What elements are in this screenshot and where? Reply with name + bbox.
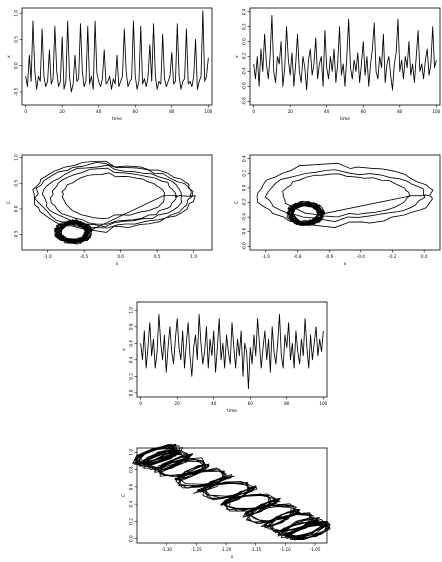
x-tick-label: 0 <box>24 109 27 114</box>
chart-p3 <box>6 154 212 267</box>
x-tick-label: 0 <box>139 401 142 406</box>
y-axis-label: x <box>235 55 240 58</box>
y-tick-label: 1.0 <box>128 448 134 456</box>
x-tick-label: 80 <box>284 401 290 406</box>
x-tick-label: -1.05 <box>309 547 321 552</box>
phase-trajectory <box>133 444 330 540</box>
x-axis-label: x <box>115 262 119 267</box>
y-tick-label: 0.4 <box>241 155 247 162</box>
x-tick-label: -1.20 <box>220 547 232 552</box>
y-tick-label: 0.8 <box>128 466 134 473</box>
phase-trajectory <box>33 161 196 244</box>
x-tick-label: 60 <box>247 401 253 406</box>
plot-frame <box>22 155 212 250</box>
series-line <box>254 15 437 90</box>
chart-p1 <box>7 8 213 122</box>
y-tick-label: 0.4 <box>241 8 247 16</box>
y-tick-label: 0.5 <box>13 179 19 187</box>
x-tick-label: -0.4 <box>356 254 365 259</box>
y-tick-label: 0.2 <box>128 518 134 525</box>
x-tick-label: 80 <box>169 109 175 114</box>
y-tick-label: 0.8 <box>128 323 134 331</box>
y-tick-label: 0.0 <box>13 62 19 70</box>
y-tick-label: 1.0 <box>13 9 19 17</box>
x-tick-label: 0.0 <box>420 254 428 259</box>
y-axis-label: x <box>7 55 12 58</box>
x-tick-label: 0 <box>252 109 255 114</box>
x-tick-label: -1.10 <box>280 547 291 552</box>
y-tick-label: 0.4 <box>128 500 134 508</box>
y-tick-label: -0.5 <box>13 230 19 239</box>
x-axis-label: time <box>227 409 237 414</box>
x-tick-label: -1.30 <box>161 547 173 552</box>
x-tick-label: -1.25 <box>190 547 202 552</box>
plot-frame <box>250 155 440 250</box>
y-tick-label: 1.0 <box>128 306 134 314</box>
x-tick-label: 40 <box>211 401 217 406</box>
x-tick-label: 20 <box>59 109 65 114</box>
y-tick-label: 0.5 <box>13 36 19 43</box>
y-tick-label: -0.5 <box>13 87 19 96</box>
x-tick-label: -1.15 <box>250 547 262 552</box>
y-tick-label: -0.4 <box>241 213 247 222</box>
x-tick-label: -0.2 <box>388 254 397 259</box>
y-tick-label: 0.2 <box>128 373 134 380</box>
x-tick-label: 40 <box>324 109 330 114</box>
series-line <box>141 314 324 388</box>
y-tick-label: 0.0 <box>241 38 247 45</box>
x-axis-label: x <box>230 555 234 560</box>
x-tick-label: 100 <box>204 109 213 114</box>
x-tick-label: 40 <box>96 109 102 114</box>
x-tick-label: 20 <box>174 401 180 406</box>
y-tick-label: 0.6 <box>128 483 134 491</box>
x-tick-label: 100 <box>432 109 441 114</box>
x-axis-label: x <box>343 262 347 267</box>
x-tick-label: 0.0 <box>117 254 124 259</box>
x-tick-label: 1.0 <box>190 254 198 259</box>
x-tick-label: 60 <box>360 109 366 114</box>
y-tick-label: -0.8 <box>241 97 247 106</box>
x-tick-label: 100 <box>319 401 328 406</box>
y-tick-label: -0.2 <box>241 52 247 61</box>
y-axis-label: x <box>122 348 127 351</box>
y-tick-label: -0.4 <box>241 67 247 76</box>
y-tick-label: 0.0 <box>241 184 247 192</box>
y-tick-label: 0.4 <box>128 356 134 364</box>
x-tick-label: -1.0 <box>43 254 52 259</box>
x-axis-label: time <box>112 117 122 122</box>
y-tick-label: 0.2 <box>241 169 247 177</box>
y-tick-label: 0.0 <box>13 205 19 213</box>
series-line <box>26 11 209 92</box>
x-tick-label: -0.6 <box>325 254 334 259</box>
chart-p6 <box>121 444 330 560</box>
y-tick-label: 1.0 <box>13 154 19 161</box>
y-tick-label: 0.0 <box>128 535 134 543</box>
x-axis-label: time <box>340 117 350 122</box>
plot-frame <box>250 8 440 105</box>
x-tick-label: 0.5 <box>153 254 161 259</box>
y-tick-label: -0.2 <box>241 198 247 207</box>
x-tick-label: -1.0 <box>261 254 270 259</box>
x-tick-label: -0.8 <box>293 254 302 259</box>
x-tick-label: 60 <box>132 109 138 114</box>
x-tick-label: -0.5 <box>80 254 89 259</box>
y-axis-label: C <box>235 200 240 205</box>
y-tick-label: 0.2 <box>241 23 247 30</box>
chart-p5 <box>122 302 328 414</box>
y-tick-label: -0.8 <box>241 242 247 251</box>
y-axis-label: C <box>122 493 127 498</box>
x-tick-label: 80 <box>397 109 403 114</box>
phase-trajectory <box>257 163 433 227</box>
x-tick-label: 20 <box>287 109 293 114</box>
y-tick-label: -0.6 <box>241 82 247 91</box>
chart-p2 <box>235 8 441 122</box>
y-tick-label: -0.6 <box>241 227 247 236</box>
chart-p4 <box>234 155 440 267</box>
y-tick-label: 0.0 <box>128 389 134 397</box>
y-tick-label: 0.6 <box>128 339 134 347</box>
y-axis-label: C <box>7 200 12 205</box>
